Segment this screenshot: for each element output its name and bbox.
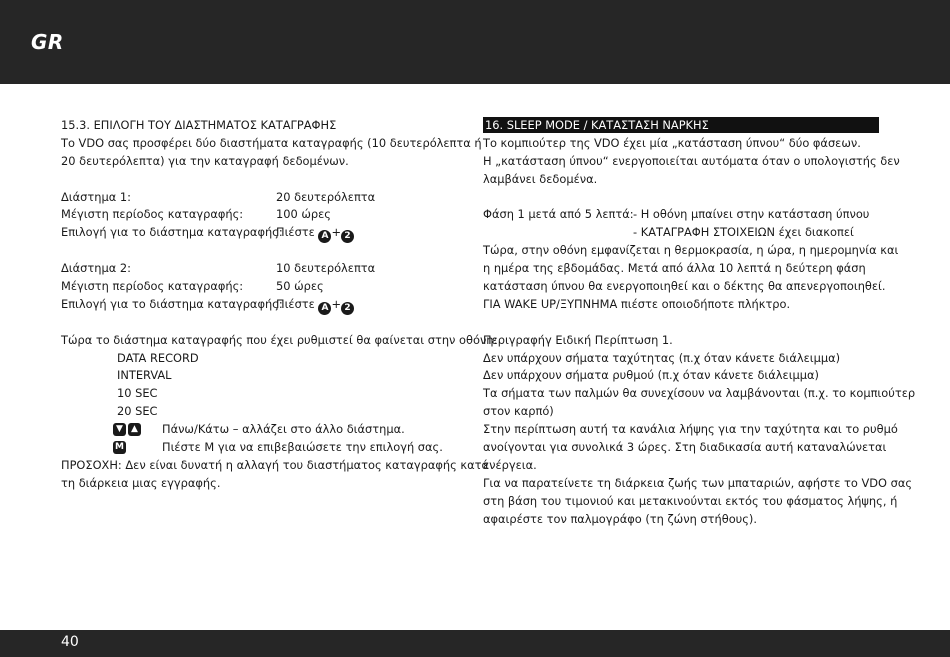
- display-line: 20 SEC: [117, 404, 158, 419]
- display-line: INTERVAL: [117, 368, 172, 383]
- phase-1-label: Φάση 1 μετά από 5 λεπτά:: [483, 207, 634, 222]
- paragraph-line: Τα σήματα των παλμών θα συνεχίσουν να λαμβάνονται (π.χ. το κομπιούτερ: [483, 386, 916, 401]
- interval-2-row: [61, 260, 456, 278]
- m-key-wrap: [113, 441, 126, 454]
- paragraph-line: ανοίγονται για συνολικά 3 ώρες. Στη διαδικασία αυτή καταναλώνεται: [483, 440, 887, 455]
- paragraph-line: Για να παρατείνετε τη διάρκεια ζωής των μπαταριών, αφήστε το VDO σας: [483, 475, 913, 490]
- paragraph-line: Το κομπιούτερ της VDO έχει μία „κατάσταση ύπνου“ δύο φάσεων.: [483, 135, 861, 150]
- display-intro: Τώρα το διάστημα καταγραφής που έχει ρυθμιστεί θα φαίνεται στην οθόνη:: [61, 332, 498, 347]
- paragraph-line: ΓΙΑ WAKE UP/ΞΥΠΝΗΜΑ πιέστε οποιοδήποτε πλήκτρο.: [483, 296, 791, 311]
- paragraph-line: η ημέρα της εβδομάδας. Μετά από άλλα 10 λεπτά η δεύτερη φάση: [483, 261, 866, 276]
- select-1-instruction: [276, 224, 354, 243]
- interval-2-label: Διάστημα 2:: [61, 261, 131, 276]
- display-line: DATA RECORD: [117, 350, 199, 365]
- max-period-2-label: Μέγιστη περίοδος καταγραφής:: [61, 279, 244, 294]
- left-column: [61, 117, 498, 493]
- updown-keys: [113, 423, 141, 436]
- paragraph-line: Δεν υπάρχουν σήματα ρυθμού (π.χ όταν κάνετε διάλειμμα): [483, 368, 819, 383]
- page-footer: [0, 630, 950, 657]
- page-number: 40: [61, 634, 79, 650]
- select-2-row: [61, 296, 456, 314]
- paragraph-line: αφαιρέστε τον παλμογράφο (τη ζώνη στήθους).: [483, 511, 757, 526]
- max-period-1-row: [61, 206, 456, 224]
- plus-sign: +: [331, 296, 341, 311]
- updown-instruction: [61, 421, 456, 439]
- warning-line-1: ΠΡΟΣΟΧΗ: Δεν είναι δυνατή η αλλαγή του διαστήματος καταγραφής κατά: [61, 457, 489, 472]
- plus-sign: +: [331, 225, 341, 240]
- m-description: Πιέστε Μ για να επιβεβαιώσετε την επιλογή σας.: [162, 440, 443, 455]
- section-title-16: 16. SLEEP MODE / ΚΑΤΑΣΤΑΣΗ ΝΑΡΚΗΣ: [483, 117, 879, 133]
- phase-1-item: - Η οθόνη μπαίνει στην κατάσταση ύπνου: [633, 207, 870, 222]
- paragraph-line: Δεν υπάρχουν σήματα ταχύτητας (π.χ όταν κάνετε διάλειμμα): [483, 350, 841, 365]
- intro-line-2: 20 δευτερόλεπτα) για την καταγραφή δεδομένων.: [61, 153, 349, 168]
- paragraph-line: Τώρα, στην οθόνη εμφανίζεται η θερμοκρασία, η ώρα, η ημερομηνία και: [483, 243, 899, 258]
- page-header: [0, 0, 950, 84]
- max-period-1-value: 100 ώρες: [276, 207, 331, 222]
- interval-2-value: 10 δευτερόλεπτα: [276, 261, 376, 276]
- phase-1-item: - ΚΑΤΑΓΡΑΦΗ ΣΤΟΙΧΕΙΩΝ έχει διακοπεί: [633, 225, 854, 240]
- max-period-2-value: 50 ώρες: [276, 279, 324, 294]
- two-button-icon: 2: [341, 230, 354, 243]
- max-period-1-label: Μέγιστη περίοδος καταγραφής:: [61, 207, 244, 222]
- paragraph-line: Περιγραφήγ Ειδική Περίπτωση 1.: [483, 332, 673, 347]
- select-1-value: Πιέστε: [276, 225, 315, 240]
- paragraph-line: στον καρπό): [483, 404, 554, 419]
- select-2-value: Πιέστε: [276, 296, 315, 311]
- max-period-2-row: [61, 278, 456, 296]
- interval-1-value: 20 δευτερόλεπτα: [276, 189, 376, 204]
- a-button-icon: A: [318, 230, 331, 243]
- right-column: [483, 117, 916, 528]
- paragraph-line: Στην περίπτωση αυτή τα κανάλια λήψης για την ταχύτητα και το ρυθμό: [483, 422, 898, 437]
- down-arrow-icon: ▼: [113, 423, 126, 436]
- paragraph-line: λαμβάνει δεδομένα.: [483, 171, 598, 186]
- intro-line-1: Το VDO σας προσφέρει δύο διαστήματα καταγραφής (10 δευτερόλεπτα ή: [61, 135, 482, 150]
- section-title-15-3: 15.3. ΕΠΙΛΟΓΗ ΤΟΥ ΔΙΑΣΤΗΜΑΤΟΣ ΚΑΤΑΓΡΑΦΗΣ: [61, 118, 337, 132]
- language-code: GR: [31, 30, 64, 54]
- warning-line-2: τη διάρκεια μιας εγγραφής.: [61, 475, 221, 490]
- m-button-icon: M: [113, 441, 126, 454]
- up-arrow-icon: ▲: [128, 423, 141, 436]
- updown-description: Πάνω/Κάτω – αλλάζει στο άλλο διάστημα.: [162, 422, 405, 437]
- interval-1-row: [61, 189, 456, 207]
- select-2-label: Επιλογή για το διάστημα καταγραφής:: [61, 296, 283, 311]
- interval-1-label: Διάστημα 1:: [61, 189, 131, 204]
- paragraph-line: στη βάση του τιμονιού και μετακινούνται εκτός του φάσματος λήψης, ή: [483, 493, 898, 508]
- a-button-icon: A: [318, 302, 331, 315]
- paragraph-line: ενέργεια.: [483, 457, 537, 472]
- two-button-icon: 2: [341, 302, 354, 315]
- select-1-label: Επιλογή για το διάστημα καταγραφής:: [61, 225, 283, 240]
- phase-1-row: [483, 206, 879, 224]
- select-1-row: [61, 224, 456, 242]
- m-instruction: [61, 439, 456, 457]
- display-line: 10 SEC: [117, 386, 158, 401]
- paragraph-line: κατάσταση ύπνου θα ενεργοποιηθεί και ο δέκτης θα απενεργοποιηθεί.: [483, 279, 886, 294]
- paragraph-line: Η „κατάσταση ύπνου“ ενεργοποιείται αυτόματα όταν ο υπολογιστής δεν: [483, 153, 900, 168]
- select-2-instruction: [276, 296, 354, 315]
